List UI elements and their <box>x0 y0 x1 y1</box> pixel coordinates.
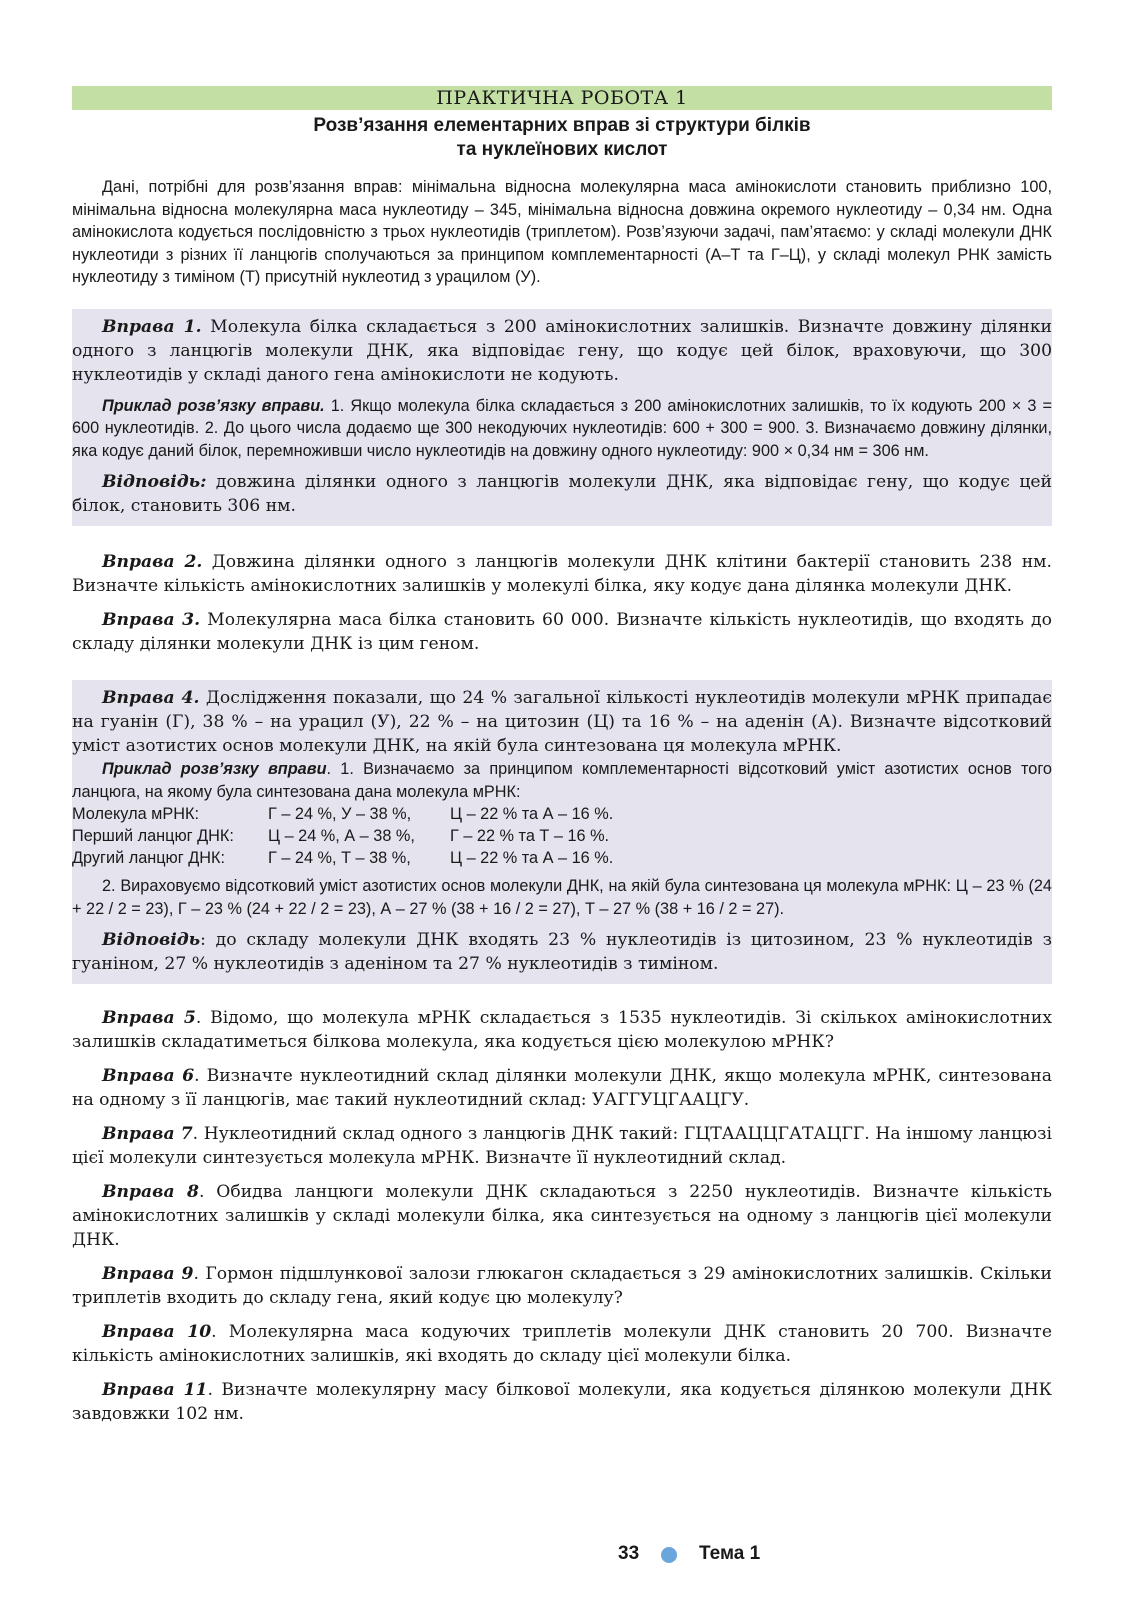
page-number: 33 <box>618 1543 640 1564</box>
exercise-label: Вправа 6 <box>102 1066 195 1086</box>
exercise-4-solution-step-2: 2. Вираховуємо відсотковий уміст азотистих основ молекули ДНК, на якій була синтезована ця молекула мРНК: Ц – 23 % (24 + 22 / 2 = 23), Г – 23 % (24 + 22 / 2 = 23), А – 27 % (38 + 16 / 2 = 27), Т – 27 % (38 + 16 / 2 = 27). <box>72 877 1052 918</box>
exercise-11 <box>72 1378 1052 1426</box>
exercise-1-box <box>72 309 1052 527</box>
exercise-text: . Гормон підшлункової залози глюкагон складається з 29 амінокислотних залишків. Скільки триплетів входить до складу гена, який кодує цю молекулу? <box>72 1264 1053 1308</box>
title-line-2: та нуклеїнових кислот <box>456 139 668 160</box>
row-label: Другий ланцюг ДНК: <box>72 849 226 867</box>
exercise-4-solution <box>72 758 1052 803</box>
answer-text: : до складу молекули ДНК входять 23 % нуклеотидів із цитозином, 23 % нуклеотидів з гуаніном, 27 % нуклеотидів з аденіном та 27 % нуклеотидів з тиміном. <box>72 930 1052 974</box>
exercise-1-answer <box>72 470 1052 518</box>
exercise-2 <box>72 550 1052 598</box>
exercise-label: Вправа 4. <box>102 688 200 708</box>
exercise-text: . Молекулярна маса кодуючих триплетів молекули ДНК становить 20 700. Визначте кількість амінокислотних залишків, які входять до складу цієї молекули білка. <box>72 1322 1052 1366</box>
exercise-6 <box>72 1064 1052 1112</box>
exercise-4 <box>72 686 1052 758</box>
row-cell: Ц – 22 % та А – 16 %. <box>450 849 614 867</box>
answer-label: Відповідь <box>102 930 201 950</box>
practical-work-banner: ПРАКТИЧНА РОБОТА 1 <box>72 86 1052 110</box>
exercise-label: Вправа 8 <box>102 1182 199 1202</box>
exercise-4-answer <box>72 928 1052 976</box>
exercise-label: Вправа 2. <box>102 552 203 572</box>
row-cell: Г – 24 %, У – 38 %, <box>268 805 412 823</box>
exercise-text: Молекулярна маса білка становить 60 000. Визначте кількість нуклеотидів, що входять до складу ділянки молекули ДНК із цим геном. <box>72 610 1052 654</box>
exercise-label: Вправа 9 <box>102 1264 194 1284</box>
row-cell: Г – 22 % та Т – 16 %. <box>450 827 610 845</box>
exercise-label: Вправа 3. <box>102 610 201 630</box>
row-cell: Г – 24 %, Т – 38 %, <box>268 849 411 867</box>
exercise-4-box <box>72 680 1052 984</box>
exercise-label: Вправа 5 <box>102 1008 196 1028</box>
exercise-1 <box>72 315 1052 387</box>
exercise-5 <box>72 1006 1052 1054</box>
row-cell: Ц – 24 %, А – 38 %, <box>268 827 415 845</box>
table-row <box>72 847 613 869</box>
exercise-label: Вправа 10 <box>102 1322 212 1342</box>
answer-label: Відповідь: <box>102 472 207 492</box>
exercise-text: . Відомо, що молекула мРНК складається з 1535 нуклеотидів. Зі скількох амінокислотних залишків складатиметься білкова молекула, яка кодується цією молекулою мРНК? <box>72 1008 1053 1052</box>
page-content <box>72 86 1052 1426</box>
exercise-text: Молекула білка складається з 200 амінокислотних залишків. Визначте довжину ділянки одного з ланцюгів молекули ДНК, яка відповідає гену, що кодує цей білок, враховуючи, що 300 нуклеотидів у складі даного гена амінокислоти не кодують. <box>72 316 1053 385</box>
exercise-label: Вправа 1. <box>102 316 202 337</box>
exercise-text: . Обидва ланцюги молекули ДНК складаються з 2250 нуклеотидів. Визначте кількість амінокислотних залишків у складі молекули білка, яка синтезується на одному з ланцюгів цієї молекули ДНК. <box>72 1182 1053 1250</box>
solution-label: Приклад розв’язку вправи <box>102 760 327 778</box>
exercise-text: Дослідження показали, що 24 % загальної кількості нуклеотидів молекули мРНК припадає на гуанін (Г), 38 % – на урацил (У), 22 % – на цитозин (Ц) та 16 % – на аденін (А). Визначте відсотковий уміст азотистих основ молекули ДНК, на якій була синтезована ця молекула мРНК. <box>72 688 1052 756</box>
exercise-text: . Нуклеотидний склад одного з ланцюгів ДНК такий: ГЦТААЦЦГАТАЦГГ. На іншому ланцюзі цієї молекули синтезується молекула мРНК. Визначте її нуклеотидний склад. <box>72 1124 1052 1168</box>
complementarity-table <box>72 803 613 869</box>
bullet-dot-icon <box>661 1547 677 1563</box>
exercise-label: Вправа 11 <box>102 1380 208 1400</box>
exercise-text: . Визначте молекулярну масу білкової молекули, яка кодується ділянкою молекули ДНК завдовжки 102 нм. <box>72 1380 1052 1424</box>
intro-paragraph: Дані, потрібні для розв’язання вправ: мінімальна відносна молекулярна маса амінокислоти становить приблизно 100, мінімальна відносна молекулярна маса нуклеотиду – 345, мінімальна відносна довжина окремого нуклеотиду – 0,34 нм. Одна амінокислота кодується послідовністю з трьох нуклеотидів (триплетом). Розв’язуючи задачі, пам’ятаємо: у складі молекули ДНК нуклеотиди з різних її ланцюгів сполучаються за принципом комплементарності (А–Т та Г–Ц), у складі молекул РНК замість нуклеотиду з тиміном (Т) присутній нуклеотид з урацилом (У). <box>72 178 1052 286</box>
exercise-label: Вправа 7 <box>102 1124 193 1144</box>
exercise-text: . Визначте нуклеотидний склад ділянки молекули ДНК, якщо молекула мРНК, синтезована на одному з її ланцюгів, має такий нуклеотидний склад: УАГГУЦГААЦГУ. <box>72 1066 1052 1110</box>
exercise-7 <box>72 1122 1052 1170</box>
exercise-3 <box>72 608 1052 656</box>
solution-text: 1. Якщо молекула білка складається з 200 амінокислотних залишків, то їх кодують 200 × 3 = 600 нуклеотидів. 2. До цього числа додаємо ще 300 некодуючих нуклеотидів: 600 + 300 = 900. 3. Визначаємо довжину ділянки, яка кодує даний білок, перемноживши число нуклеотидів на довжину одного нуклеотиду: 900 × 0,34 нм = 306 нм. <box>72 396 1052 460</box>
exercise-10 <box>72 1320 1052 1368</box>
answer-text: довжина ділянки одного з ланцюгів молекули ДНК, яка відповідає гену, що кодує цей білок, становить 306 нм. <box>72 472 1052 516</box>
title-line-1: Розв’язання елементарних вправ зі структури білків <box>313 115 811 136</box>
page-title <box>72 114 1052 162</box>
exercise-8 <box>72 1180 1052 1252</box>
table-row <box>72 803 613 825</box>
exercise-1-solution <box>72 395 1052 463</box>
row-label: Молекула мРНК: <box>72 805 199 823</box>
solution-text: . 1. Визначаємо за принципом комплементарності відсотковий уміст азотистих основ того ланцюга, на якому була синтезована дана молекула мРНК: <box>72 760 1052 801</box>
exercise-text: Довжина ділянки одного з ланцюгів молекули ДНК клітини бактерії становить 238 нм. Визначте кількість амінокислотних залишків у молекулі білка, яку кодує дана ділянка молекули ДНК. <box>72 552 1053 596</box>
solution-label: Приклад розв’язку вправи. <box>102 396 325 415</box>
row-cell: Ц – 22 % та А – 16 %. <box>450 805 614 823</box>
exercise-9 <box>72 1262 1052 1310</box>
row-label: Перший ланцюг ДНК: <box>72 827 234 845</box>
table-row <box>72 825 613 847</box>
topic-label: Тема 1 <box>699 1543 761 1564</box>
